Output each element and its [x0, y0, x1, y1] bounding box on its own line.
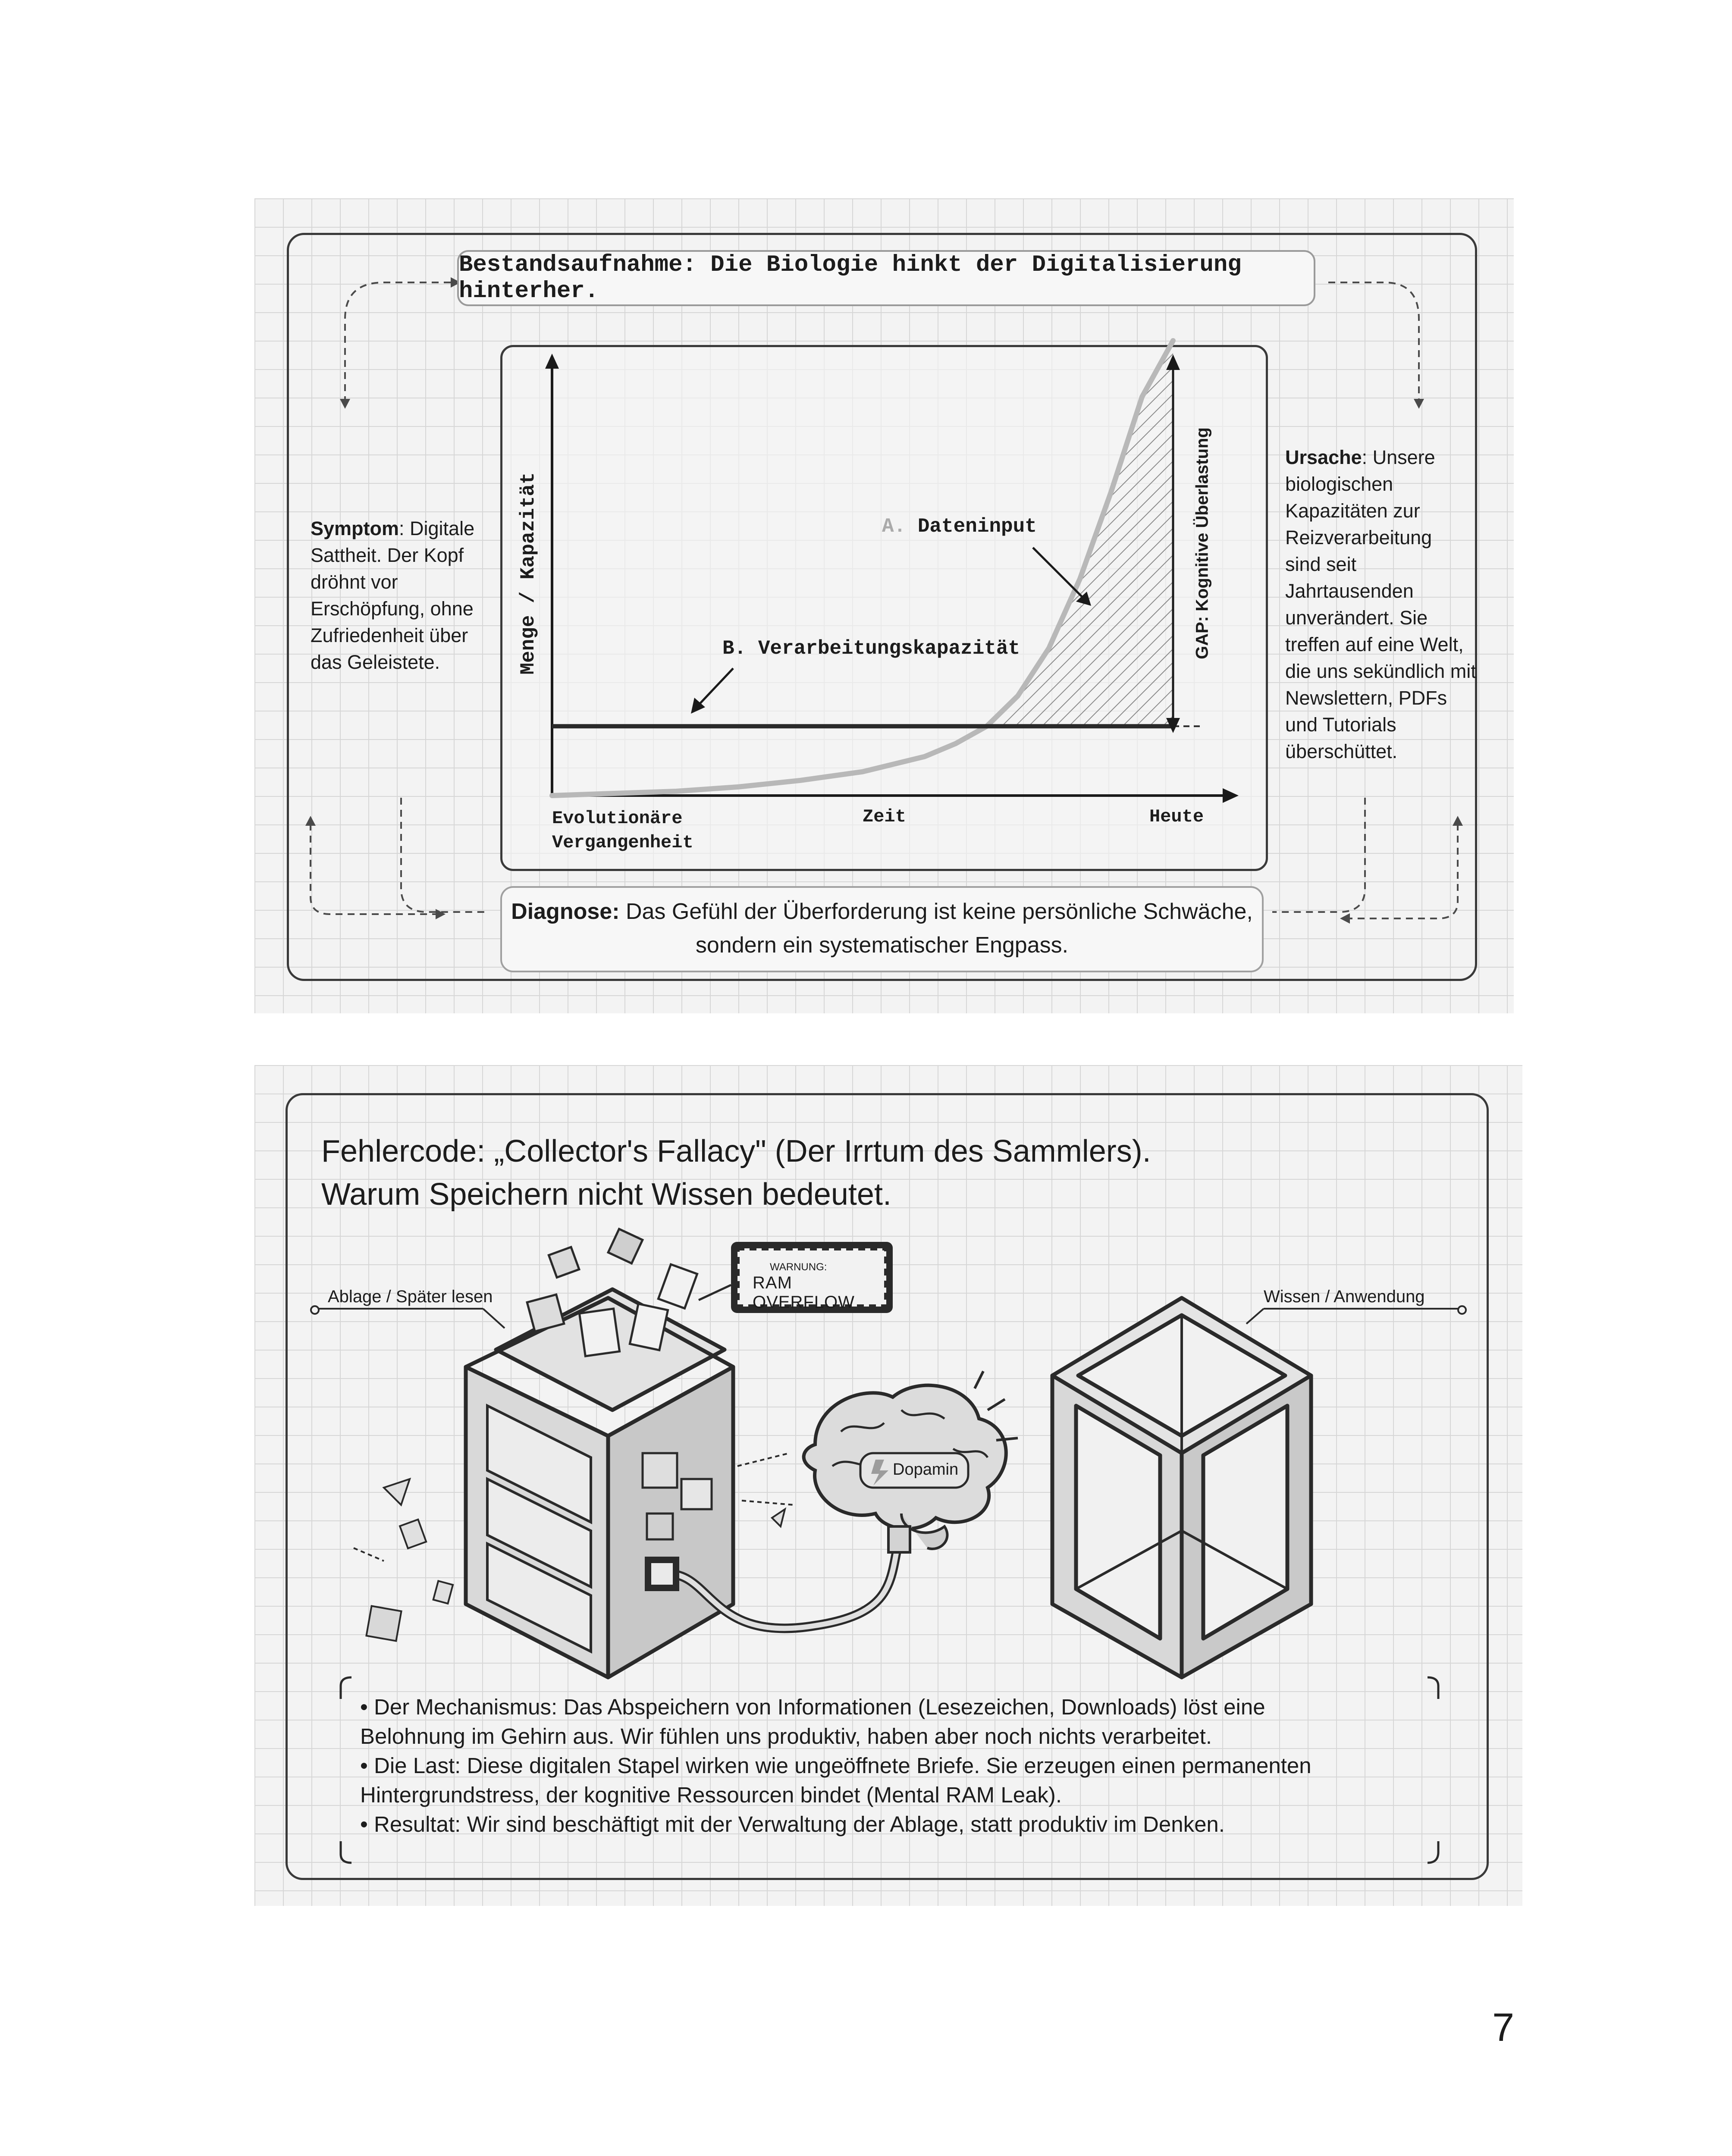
diagnose-line2: sondern ein systematischer Engpass. [695, 933, 1069, 958]
ursache-line: : Unsere [1362, 446, 1435, 468]
bullet-line: Belohnung im Gehirn aus. Wir fühlen uns produktiv, haben aber noch nichts verarbeitet. [360, 1724, 1212, 1749]
symptom-line: Zufriedenheit über [311, 624, 468, 646]
diagnose-box [500, 886, 1264, 972]
slide-bestandsaufnahme [254, 198, 1514, 1013]
x-tick-left-line1: Evolutionäre [552, 808, 683, 829]
symptom-line: : Digitale [399, 517, 475, 539]
dopamin-label: Dopamin [893, 1460, 959, 1479]
ursache-line: Jahrtausenden [1285, 580, 1414, 602]
x-axis-arrowhead [1223, 788, 1239, 803]
diagnose-label: Diagnose: [511, 899, 620, 924]
bullet-line: • Die Last: Diese digitalen Stapel wirken wie ungeöffnete Briefe. Sie erzeugen einen permanenten [360, 1753, 1312, 1778]
symptom-line: dröhnt vor [311, 571, 398, 593]
right-label-leader [1246, 1306, 1466, 1324]
series-a-label [882, 515, 1037, 538]
warning-big: RAM OVERFLOW [753, 1273, 855, 1312]
x-tick-left-line2: Vergangenheit [552, 832, 693, 853]
warning-small: WARNUNG: [770, 1261, 827, 1273]
symptom-line: Erschöpfung, ohne [311, 598, 474, 620]
slide-collectors-fallacy [254, 1065, 1522, 1906]
ursache-line: Kapazitäten zur [1285, 500, 1420, 522]
right-cube-label: Wissen / Anwendung [1264, 1287, 1425, 1306]
symptom-line: das Geleistete. [311, 651, 440, 673]
x-tick-right: Heute [1149, 806, 1204, 827]
slide-title-line2: Warum Speichern nicht Wissen bedeutet. [321, 1177, 891, 1212]
bullet-line: • Der Mechanismus: Das Abspeichern von Informationen (Lesezeichen, Downloads) löst eine [360, 1695, 1265, 1719]
ursache-text [1285, 444, 1509, 765]
series-a-name: Dateninput [917, 515, 1037, 538]
ursache-line: unverändert. Sie [1285, 607, 1428, 629]
ursache-line: sind seit [1285, 553, 1357, 575]
symptom-label: Symptom [311, 517, 399, 539]
x-tick-left [552, 806, 693, 855]
label-b-pointer [697, 668, 733, 707]
warning-text [744, 1261, 888, 1312]
ursache-line: Reizverarbeitung [1285, 526, 1432, 548]
cable-socket [651, 1563, 673, 1585]
empty-frame-cube [1052, 1298, 1311, 1677]
series-b-label: B. Verarbeitungskapazität [722, 637, 1020, 660]
y-axis-label: Menge / Kapazität [517, 472, 540, 675]
ursache-line: und Tutorials [1285, 714, 1396, 736]
bullet-line: Hintergrundstress, der kognitive Ressourcen bindet (Mental RAM Leak). [360, 1783, 1062, 1807]
left-cube-label: Ablage / Später lesen [328, 1287, 493, 1306]
x-tick-middle: Zeit [863, 806, 906, 827]
slide-title-line1: Fehlercode: „Collector's Fallacy" (Der Irrtum des Sammlers). [321, 1134, 1151, 1169]
bullet-list [360, 1692, 1438, 1839]
left-label-leader [311, 1306, 505, 1328]
ursache-line: die uns sekündlich mit [1285, 660, 1476, 682]
bullet-line: • Resultat: Wir sind beschäftigt mit der Verwaltung der Ablage, statt produktiv im Denken. [360, 1812, 1225, 1836]
gap-label: GAP: Kognitive Überlastung [1192, 427, 1212, 659]
page-number: 7 [1492, 2006, 1515, 2049]
slide-title: Bestandsaufnahme: Die Biologie hinkt der Digitalisierung hinterher. [459, 252, 1242, 304]
ursache-line: Newslettern, PDFs [1285, 687, 1447, 709]
ursache-line: treffen auf eine Welt, [1285, 633, 1464, 655]
diagnose-line1: Das Gefühl der Überforderung ist keine persönliche Schwäche, [619, 899, 1253, 924]
y-axis-arrowhead [545, 354, 559, 369]
ursache-label: Ursache [1285, 446, 1362, 468]
label-a-pointer [1033, 548, 1085, 599]
symptom-line: Sattheit. Der Kopf [311, 544, 464, 566]
ursache-line: überschüttet. [1285, 740, 1398, 762]
warning-pointer [699, 1285, 731, 1300]
series-a-prefix: A. [882, 515, 906, 538]
symptom-text [311, 515, 492, 676]
ursache-line: biologischen [1285, 473, 1393, 495]
